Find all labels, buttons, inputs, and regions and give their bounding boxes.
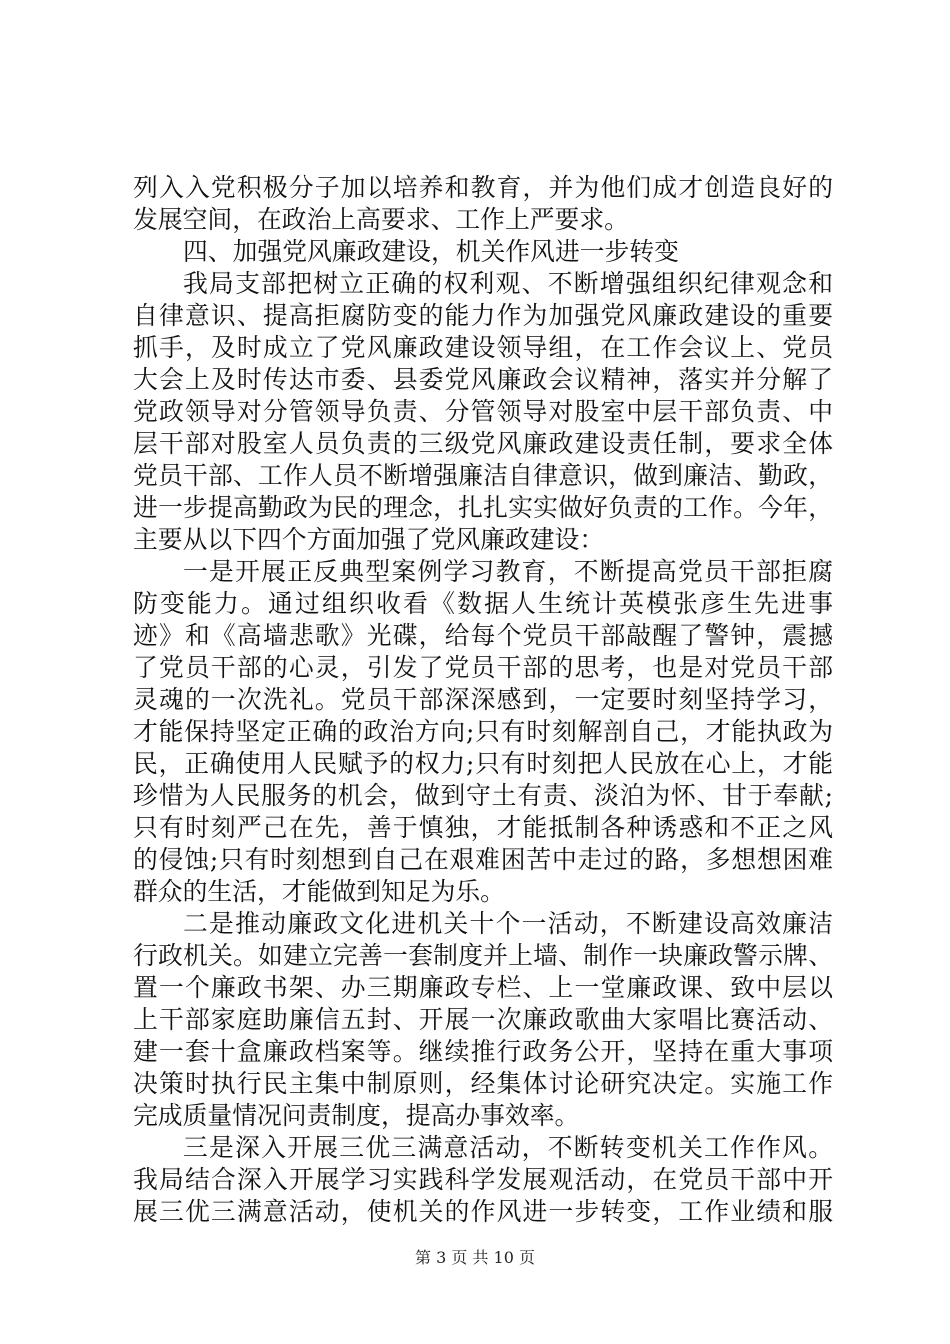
text-line: 列入入党积极分子加以培养和教育，并为他们成才创造良好的 — [133, 173, 833, 202]
text-line: 只有时刻严己在先，善于慎独，才能抵制各种诱惑和不正之风 — [133, 813, 833, 842]
text-line: 我局支部把树立正确的权利观、不断增强组织纪律观念和 — [183, 269, 833, 298]
text-line: 抓手，及时成立了党风廉政建设领导组，在工作会议上、党员 — [133, 333, 833, 362]
document-body — [133, 172, 833, 1228]
page-footer: 第 3 页 共 10 页 — [415, 1248, 535, 1267]
text-line: 决策时执行民主集中制原则，经集体讨论研究决定。实施工作 — [133, 1069, 833, 1098]
text-line: 我局结合深入开展学习实践科学发展观活动，在党员干部中开 — [133, 1165, 833, 1194]
text-line: 大会上及时传达市委、县委党风廉政会议精神，落实并分解了 — [133, 365, 833, 394]
text-line: 的侵蚀;只有时刻想到自己在艰难困苦中走过的路，多想想困难 — [133, 845, 833, 874]
text-line: 民，正确使用人民赋予的权力;只有时刻把人民放在心上，才能 — [133, 749, 833, 778]
text-line: 防变能力。通过组织收看《数据人生统计英模张彦生先进事 — [133, 589, 833, 618]
text-line: 四、加强党风廉政建设，机关作风进一步转变 — [183, 237, 679, 266]
text-line: 行政机关。如建立完善一套制度并上墙、制作一块廉政警示牌、 — [133, 941, 833, 970]
text-line: 一是开展正反典型案例学习教育，不断提高党员干部拒腐 — [183, 557, 833, 586]
text-line: 才能保持坚定正确的政治方向;只有时刻解剖自己，才能执政为 — [133, 717, 833, 746]
text-line: 党员干部、工作人员不断增强廉洁自律意识，做到廉洁、勤政， — [133, 461, 833, 490]
text-line: 上干部家庭助廉信五封、开展一次廉政歌曲大家唱比赛活动、 — [133, 1005, 833, 1034]
text-line: 置一个廉政书架、办三期廉政专栏、上一堂廉政课、致中层以 — [133, 973, 833, 1002]
text-line: 珍惜为人民服务的机会，做到守土有责、淡泊为怀、甘于奉献; — [133, 781, 833, 810]
text-line: 发展空间，在政治上高要求、工作上严要求。 — [133, 205, 629, 234]
text-line: 党政领导对分管领导负责、分管领导对股室中层干部负责、中 — [133, 397, 833, 426]
text-line: 了党员干部的心灵，引发了党员干部的思考，也是对党员干部 — [133, 653, 833, 682]
text-line: 自律意识、提高拒腐防变的能力作为加强党风廉政建设的重要 — [133, 301, 833, 330]
text-line: 二是推动廉政文化进机关十个一活动，不断建设高效廉洁 — [183, 909, 833, 938]
text-line: 层干部对股室人员负责的三级党风廉政建设责任制，要求全体 — [133, 429, 833, 458]
text-line: 展三优三满意活动，使机关的作风进一步转变，工作业绩和服 — [133, 1197, 833, 1226]
text-line: 主要从以下四个方面加强了党风廉政建设： — [133, 525, 605, 554]
text-line: 迹》和《高墙悲歌》光碟，给每个党员干部敲醒了警钟，震撼 — [133, 621, 833, 650]
text-line: 群众的生活，才能做到知足为乐。 — [133, 877, 505, 906]
text-line: 灵魂的一次洗礼。党员干部深深感到，一定要时刻坚持学习， — [133, 685, 833, 714]
text-line: 完成质量情况问责制度，提高办事效率。 — [133, 1101, 580, 1130]
text-line: 三是深入开展三优三满意活动，不断转变机关工作作风。 — [183, 1133, 833, 1162]
text-line: 建一套十盒廉政档案等。继续推行政务公开，坚持在重大事项 — [133, 1037, 833, 1066]
text-line: 进一步提高勤政为民的理念，扎扎实实做好负责的工作。今年， — [133, 493, 833, 522]
